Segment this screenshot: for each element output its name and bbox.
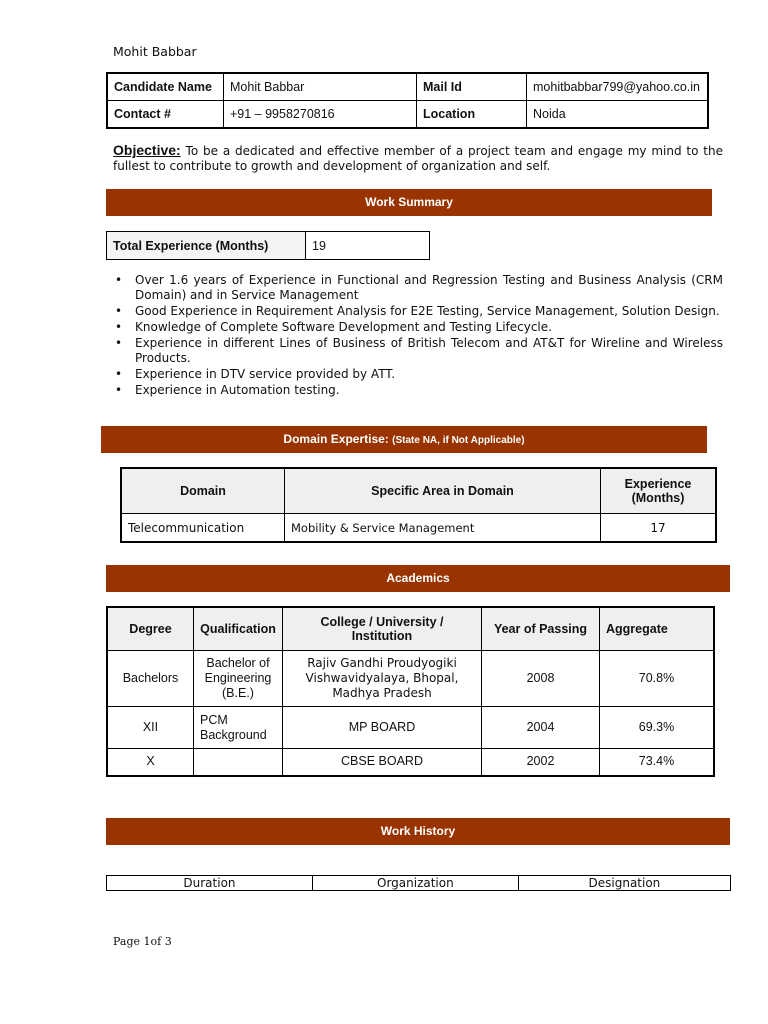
degree-cell: X <box>107 749 194 776</box>
year-cell: 2008 <box>482 651 600 707</box>
academics-table <box>106 606 715 777</box>
table-header-row <box>121 468 716 514</box>
column-header: Specific Area in Domain <box>285 468 601 514</box>
aggregate-cell: 73.4% <box>600 749 715 776</box>
domain-expertise-note: (State NA, if Not Applicable) <box>392 435 525 446</box>
header-name: Mohit Babbar <box>113 44 197 59</box>
domain-expertise-heading <box>101 426 707 453</box>
mail-id-value: mohitbabbar799@yahoo.co.in <box>527 73 709 101</box>
list-item: • Knowledge of Complete Software Development and Testing Lifecycle. <box>113 320 723 335</box>
table-header-row <box>107 876 731 891</box>
degree-cell: XII <box>107 707 194 749</box>
table-row <box>107 707 714 749</box>
months-cell: 17 <box>601 514 717 543</box>
work-summary-list <box>113 273 723 399</box>
table-row <box>107 749 714 776</box>
column-header: Qualification <box>194 607 283 651</box>
list-item: • Experience in different Lines of Business of British Telecom and AT&T for Wireline and Wireless Products. <box>113 336 723 366</box>
total-experience-table <box>106 231 430 260</box>
qualification-cell <box>194 749 283 776</box>
location-value: Noida <box>527 101 709 129</box>
list-item: • Good Experience in Requirement Analysis for E2E Testing, Service Management, Solution Design. <box>113 304 723 319</box>
year-cell: 2004 <box>482 707 600 749</box>
column-header: Organization <box>312 876 518 891</box>
college-cell: MP BOARD <box>283 707 482 749</box>
column-header: Experience (Months) <box>601 468 717 514</box>
contact-table <box>106 72 709 129</box>
contact-value: +91 – 9958270816 <box>224 101 417 129</box>
candidate-name-label: Candidate Name <box>107 73 224 101</box>
work-history-table <box>106 875 731 891</box>
domain-cell: Telecommunication <box>121 514 285 543</box>
qualification-cell: PCM Background <box>194 707 283 749</box>
list-item: • Over 1.6 years of Experience in Functional and Regression Testing and Business Analysis (CRM Domain) and in Service Management <box>113 273 723 303</box>
table-header-row <box>107 607 714 651</box>
column-header: College / University / Institution <box>283 607 482 651</box>
college-cell: Rajiv Gandhi Proudyogiki Vishwavidyalaya, Bhopal, Madhya Pradesh <box>283 651 482 707</box>
area-cell: Mobility & Service Management <box>285 514 601 543</box>
total-experience-label: Total Experience (Months) <box>107 232 306 260</box>
qualification-cell: Bachelor of Engineering (B.E.) <box>194 651 283 707</box>
column-header: Duration <box>107 876 313 891</box>
domain-expertise-title: Domain Expertise: <box>283 432 389 446</box>
location-label: Location <box>417 101 527 129</box>
list-item: • Experience in Automation testing. <box>113 383 723 398</box>
column-header: Domain <box>121 468 285 514</box>
objective-text: To be a dedicated and effective member of a project team and engage my mind to the fullest to contribute to growth and development of organization and self. <box>113 144 723 173</box>
objective <box>113 143 723 174</box>
aggregate-cell: 69.3% <box>600 707 715 749</box>
degree-cell: Bachelors <box>107 651 194 707</box>
column-header: Year of Passing <box>482 607 600 651</box>
academics-heading: Academics <box>106 565 730 592</box>
mail-id-label: Mail Id <box>417 73 527 101</box>
column-header: Degree <box>107 607 194 651</box>
table-row <box>107 73 708 101</box>
college-cell: CBSE BOARD <box>283 749 482 776</box>
contact-label: Contact # <box>107 101 224 129</box>
total-experience-value: 19 <box>306 232 430 260</box>
year-cell: 2002 <box>482 749 600 776</box>
list-item: • Experience in DTV service provided by ATT. <box>113 367 723 382</box>
column-header: Aggregate <box>600 607 715 651</box>
table-row <box>107 232 430 260</box>
table-row <box>107 101 708 129</box>
aggregate-cell: 70.8% <box>600 651 715 707</box>
domain-table <box>120 467 717 543</box>
candidate-name-value: Mohit Babbar <box>224 73 417 101</box>
table-row <box>107 651 714 707</box>
page-number: Page 1of 3 <box>113 935 172 948</box>
table-row <box>121 514 716 543</box>
work-history-heading: Work History <box>106 818 730 845</box>
objective-label: Objective: <box>113 142 181 158</box>
column-header: Designation <box>518 876 730 891</box>
work-summary-heading: Work Summary <box>106 189 712 216</box>
